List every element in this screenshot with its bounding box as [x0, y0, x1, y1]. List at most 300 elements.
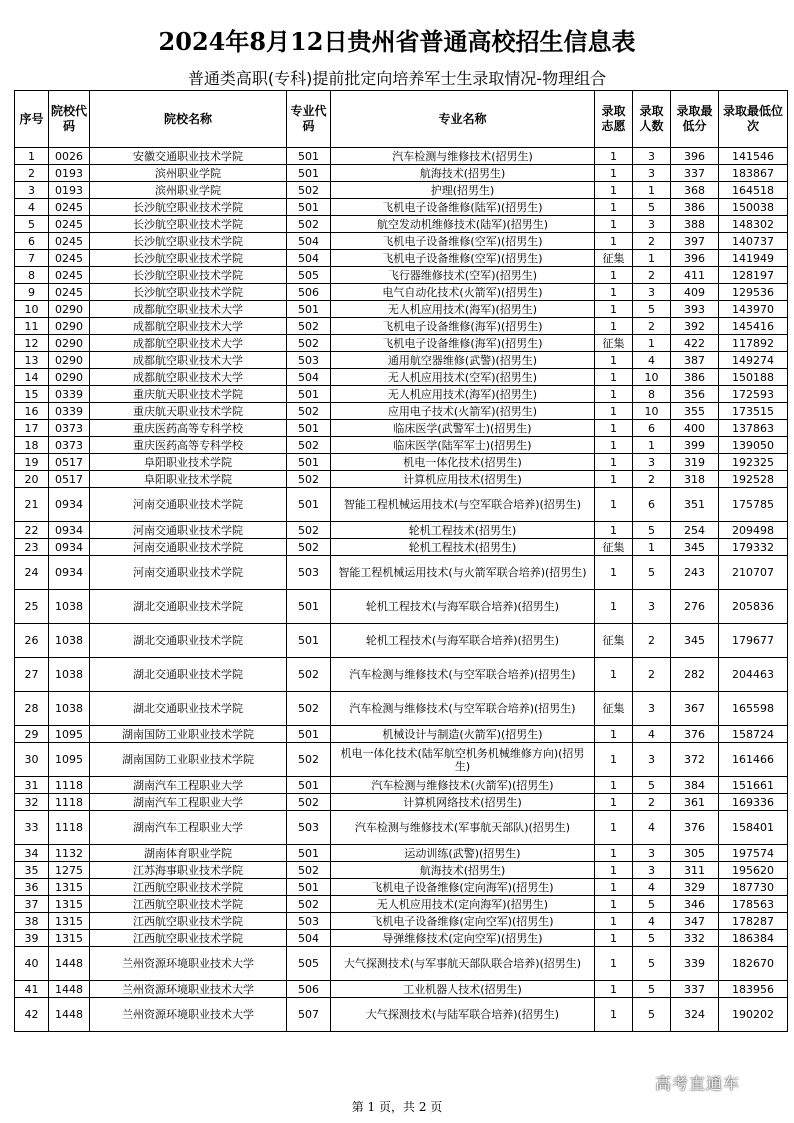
cell-major-code: 502	[287, 182, 331, 199]
cell-major-name: 护理(招男生)	[331, 182, 595, 199]
cell-count: 5	[633, 981, 671, 998]
cell-min-rank: 137863	[719, 420, 788, 437]
cell-count: 5	[633, 930, 671, 947]
cell-school-code: 1038	[49, 590, 90, 624]
table-row	[15, 539, 788, 556]
cell-school-name: 河南交通职业技术学院	[90, 539, 287, 556]
cell-min-score: 386	[671, 199, 719, 216]
table-row	[15, 369, 788, 386]
cell-min-rank: 186384	[719, 930, 788, 947]
cell-choice: 1	[595, 454, 633, 471]
cell-seq: 41	[15, 981, 49, 998]
cell-seq: 8	[15, 267, 49, 284]
cell-count: 4	[633, 352, 671, 369]
cell-min-rank: 182670	[719, 947, 788, 981]
cell-school-name: 江苏海事职业技术学院	[90, 862, 287, 879]
cell-major-name: 航海技术(招男生)	[331, 862, 595, 879]
header-choice: 录取志愿	[595, 91, 633, 148]
cell-seq: 16	[15, 403, 49, 420]
cell-min-score: 411	[671, 267, 719, 284]
cell-seq: 35	[15, 862, 49, 879]
cell-major-code: 501	[287, 488, 331, 522]
cell-major-code: 501	[287, 199, 331, 216]
cell-school-name: 阜阳职业技术学院	[90, 471, 287, 488]
cell-min-rank: 183867	[719, 165, 788, 182]
cell-school-name: 湖南汽车工程职业大学	[90, 777, 287, 794]
cell-major-code: 501	[287, 148, 331, 165]
cell-choice: 1	[595, 794, 633, 811]
cell-major-code: 502	[287, 403, 331, 420]
cell-major-code: 501	[287, 624, 331, 658]
cell-school-name: 长沙航空职业技术学院	[90, 199, 287, 216]
cell-count: 3	[633, 590, 671, 624]
cell-school-code: 0026	[49, 148, 90, 165]
cell-school-code: 1118	[49, 777, 90, 794]
cell-major-code: 506	[287, 981, 331, 998]
cell-school-code: 0934	[49, 539, 90, 556]
cell-school-name: 阜阳职业技术学院	[90, 454, 287, 471]
watermark: 高考直通车	[655, 1074, 741, 1093]
header-seq: 序号	[15, 91, 49, 148]
cell-seq: 1	[15, 148, 49, 165]
cell-min-rank: 173515	[719, 403, 788, 420]
cell-seq: 21	[15, 488, 49, 522]
cell-min-score: 386	[671, 369, 719, 386]
cell-school-name: 重庆医药高等专科学校	[90, 420, 287, 437]
cell-count: 4	[633, 913, 671, 930]
cell-school-name: 长沙航空职业技术学院	[90, 250, 287, 267]
cell-choice: 1	[595, 862, 633, 879]
cell-min-score: 346	[671, 896, 719, 913]
table-row	[15, 947, 788, 981]
cell-seq: 13	[15, 352, 49, 369]
cell-count: 5	[633, 896, 671, 913]
cell-min-rank: 183956	[719, 981, 788, 998]
cell-major-code: 501	[287, 879, 331, 896]
cell-major-name: 航海技术(招男生)	[331, 165, 595, 182]
cell-choice: 1	[595, 726, 633, 743]
cell-min-score: 356	[671, 386, 719, 403]
cell-school-code: 0245	[49, 216, 90, 233]
table-row	[15, 692, 788, 726]
cell-major-name: 航空发动机维修技术(陆军)(招男生)	[331, 216, 595, 233]
cell-min-rank: 128197	[719, 267, 788, 284]
cell-school-code: 1448	[49, 947, 90, 981]
cell-min-score: 376	[671, 811, 719, 845]
header-school-name: 院校名称	[90, 91, 287, 148]
cell-choice: 1	[595, 947, 633, 981]
cell-seq: 2	[15, 165, 49, 182]
cell-major-name: 飞机电子设备维修(定向空军)(招男生)	[331, 913, 595, 930]
cell-major-name: 运动训练(武警)(招男生)	[331, 845, 595, 862]
cell-school-name: 成都航空职业技术大学	[90, 318, 287, 335]
cell-min-rank: 169336	[719, 794, 788, 811]
cell-school-code: 1095	[49, 743, 90, 777]
cell-choice: 1	[595, 182, 633, 199]
cell-school-name: 成都航空职业技术大学	[90, 335, 287, 352]
cell-major-code: 502	[287, 862, 331, 879]
cell-school-code: 0373	[49, 420, 90, 437]
cell-choice: 1	[595, 318, 633, 335]
cell-school-code: 0290	[49, 352, 90, 369]
cell-major-name: 轮机工程技术(与海军联合培养)(招男生)	[331, 590, 595, 624]
cell-major-name: 轮机工程技术(与海军联合培养)(招男生)	[331, 624, 595, 658]
cell-seq: 3	[15, 182, 49, 199]
cell-major-name: 大气探测技术(与军事航天部队联合培养)(招男生)	[331, 947, 595, 981]
table-row	[15, 624, 788, 658]
cell-major-code: 507	[287, 998, 331, 1032]
cell-school-name: 江西航空职业技术学院	[90, 896, 287, 913]
cell-major-name: 汽车检测与维修技术(与空军联合培养)(招男生)	[331, 658, 595, 692]
cell-choice: 1	[595, 981, 633, 998]
cell-choice: 征集	[595, 335, 633, 352]
cell-school-name: 成都航空职业技术大学	[90, 301, 287, 318]
cell-min-score: 399	[671, 437, 719, 454]
cell-school-name: 湖南汽车工程职业大学	[90, 811, 287, 845]
cell-count: 3	[633, 165, 671, 182]
cell-seq: 10	[15, 301, 49, 318]
cell-min-score: 329	[671, 879, 719, 896]
cell-major-code: 503	[287, 811, 331, 845]
cell-min-rank: 190202	[719, 998, 788, 1032]
table-header-row	[15, 91, 788, 148]
table-row	[15, 743, 788, 777]
cell-major-code: 504	[287, 930, 331, 947]
cell-choice: 1	[595, 233, 633, 250]
cell-choice: 1	[595, 998, 633, 1032]
cell-seq: 9	[15, 284, 49, 301]
cell-count: 4	[633, 811, 671, 845]
cell-choice: 1	[595, 386, 633, 403]
cell-seq: 22	[15, 522, 49, 539]
cell-seq: 27	[15, 658, 49, 692]
cell-major-code: 502	[287, 692, 331, 726]
cell-choice: 1	[595, 896, 633, 913]
cell-count: 3	[633, 692, 671, 726]
header-school-code: 院校代码	[49, 91, 90, 148]
cell-major-name: 机电一体化技术(陆军航空机务机械维修方向)(招男生)	[331, 743, 595, 777]
cell-min-rank: 145416	[719, 318, 788, 335]
cell-choice: 1	[595, 913, 633, 930]
cell-choice: 1	[595, 284, 633, 301]
table-row	[15, 284, 788, 301]
cell-school-code: 0934	[49, 488, 90, 522]
cell-major-name: 无人机应用技术(空军)(招男生)	[331, 369, 595, 386]
cell-school-name: 兰州资源环境职业技术大学	[90, 998, 287, 1032]
cell-choice: 1	[595, 199, 633, 216]
cell-school-name: 湖北交通职业技术学院	[90, 658, 287, 692]
cell-major-code: 502	[287, 658, 331, 692]
table-row	[15, 998, 788, 1032]
table-row	[15, 488, 788, 522]
cell-min-score: 388	[671, 216, 719, 233]
cell-count: 5	[633, 998, 671, 1032]
cell-school-code: 1448	[49, 998, 90, 1032]
table-row	[15, 658, 788, 692]
cell-count: 2	[633, 624, 671, 658]
cell-school-code: 0290	[49, 301, 90, 318]
cell-seq: 12	[15, 335, 49, 352]
cell-min-score: 337	[671, 165, 719, 182]
cell-school-code: 1275	[49, 862, 90, 879]
table-row	[15, 845, 788, 862]
cell-major-name: 计算机应用技术(招男生)	[331, 471, 595, 488]
cell-school-code: 0290	[49, 318, 90, 335]
cell-count: 5	[633, 199, 671, 216]
cell-min-rank: 141949	[719, 250, 788, 267]
cell-min-score: 409	[671, 284, 719, 301]
cell-min-rank: 178563	[719, 896, 788, 913]
cell-major-code: 502	[287, 318, 331, 335]
cell-seq: 15	[15, 386, 49, 403]
cell-count: 2	[633, 267, 671, 284]
cell-min-rank: 141546	[719, 148, 788, 165]
table-row	[15, 794, 788, 811]
cell-seq: 6	[15, 233, 49, 250]
page-title: 2024年8月12日贵州省普通高校招生信息表	[158, 27, 636, 56]
cell-choice: 1	[595, 658, 633, 692]
cell-count: 2	[633, 318, 671, 335]
cell-seq: 32	[15, 794, 49, 811]
cell-min-rank: 172593	[719, 386, 788, 403]
cell-school-name: 江西航空职业技术学院	[90, 879, 287, 896]
cell-choice: 1	[595, 165, 633, 182]
cell-school-name: 湖南国防工业职业技术学院	[90, 726, 287, 743]
cell-major-code: 501	[287, 454, 331, 471]
cell-count: 5	[633, 947, 671, 981]
table-row	[15, 182, 788, 199]
page-subtitle: 普通类高职(专科)提前批定向培养军士生录取情况-物理组合	[187, 69, 607, 88]
table-row	[15, 250, 788, 267]
cell-count: 10	[633, 369, 671, 386]
cell-min-rank: 148302	[719, 216, 788, 233]
cell-min-score: 347	[671, 913, 719, 930]
table-row	[15, 454, 788, 471]
table-row	[15, 522, 788, 539]
cell-school-code: 1118	[49, 811, 90, 845]
cell-school-code: 0290	[49, 335, 90, 352]
header-major-code: 专业代码	[287, 91, 331, 148]
cell-count: 3	[633, 284, 671, 301]
cell-school-name: 江西航空职业技术学院	[90, 930, 287, 947]
table-row	[15, 148, 788, 165]
cell-min-rank: 195620	[719, 862, 788, 879]
cell-major-code: 502	[287, 522, 331, 539]
cell-major-code: 506	[287, 284, 331, 301]
cell-min-score: 372	[671, 743, 719, 777]
cell-major-name: 工业机器人技术(招男生)	[331, 981, 595, 998]
header-min-score: 录取最低分	[671, 91, 719, 148]
cell-school-name: 湖北交通职业技术学院	[90, 590, 287, 624]
cell-count: 1	[633, 335, 671, 352]
cell-major-code: 502	[287, 437, 331, 454]
cell-school-name: 滨州职业学院	[90, 182, 287, 199]
cell-seq: 18	[15, 437, 49, 454]
table-row	[15, 420, 788, 437]
cell-min-rank: 158724	[719, 726, 788, 743]
cell-seq: 31	[15, 777, 49, 794]
cell-min-rank: 197574	[719, 845, 788, 862]
cell-school-code: 1038	[49, 624, 90, 658]
cell-major-code: 501	[287, 845, 331, 862]
cell-major-name: 飞行器维修技术(空军)(招男生)	[331, 267, 595, 284]
cell-school-name: 兰州资源环境职业技术大学	[90, 981, 287, 998]
cell-min-rank: 164518	[719, 182, 788, 199]
cell-count: 2	[633, 794, 671, 811]
cell-major-code: 504	[287, 369, 331, 386]
table-row	[15, 165, 788, 182]
cell-min-rank: 204463	[719, 658, 788, 692]
cell-major-code: 502	[287, 896, 331, 913]
cell-school-name: 河南交通职业技术学院	[90, 556, 287, 590]
table-row	[15, 199, 788, 216]
cell-min-rank: 158401	[719, 811, 788, 845]
cell-min-rank: 187730	[719, 879, 788, 896]
cell-major-name: 导弹维修技术(定向空军)(招男生)	[331, 930, 595, 947]
cell-choice: 征集	[595, 250, 633, 267]
cell-seq: 36	[15, 879, 49, 896]
cell-choice: 1	[595, 488, 633, 522]
table-row	[15, 556, 788, 590]
cell-major-code: 503	[287, 352, 331, 369]
cell-choice: 1	[595, 879, 633, 896]
cell-count: 2	[633, 471, 671, 488]
cell-major-code: 503	[287, 556, 331, 590]
cell-major-name: 无人机应用技术(海军)(招男生)	[331, 386, 595, 403]
cell-major-name: 电气自动化技术(火箭军)(招男生)	[331, 284, 595, 301]
cell-school-code: 1132	[49, 845, 90, 862]
cell-choice: 1	[595, 148, 633, 165]
cell-school-name: 湖南体育职业学院	[90, 845, 287, 862]
cell-major-code: 501	[287, 420, 331, 437]
cell-major-name: 轮机工程技术(招男生)	[331, 522, 595, 539]
cell-major-code: 501	[287, 386, 331, 403]
cell-school-name: 兰州资源环境职业技术大学	[90, 947, 287, 981]
cell-choice: 1	[595, 845, 633, 862]
cell-major-code: 505	[287, 267, 331, 284]
cell-major-name: 飞机电子设备维修(空军)(招男生)	[331, 233, 595, 250]
cell-major-code: 502	[287, 335, 331, 352]
cell-major-name: 临床医学(武警军士)(招男生)	[331, 420, 595, 437]
cell-min-score: 368	[671, 182, 719, 199]
cell-min-score: 393	[671, 301, 719, 318]
cell-count: 6	[633, 488, 671, 522]
cell-major-name: 轮机工程技术(招男生)	[331, 539, 595, 556]
cell-count: 5	[633, 556, 671, 590]
cell-major-name: 应用电子技术(火箭军)(招男生)	[331, 403, 595, 420]
cell-school-name: 江西航空职业技术学院	[90, 913, 287, 930]
cell-major-name: 飞机电子设备维修(海军)(招男生)	[331, 335, 595, 352]
cell-major-name: 机械设计与制造(火箭军)(招男生)	[331, 726, 595, 743]
cell-school-code: 0517	[49, 454, 90, 471]
cell-seq: 30	[15, 743, 49, 777]
cell-count: 3	[633, 743, 671, 777]
cell-min-rank: 178287	[719, 913, 788, 930]
cell-major-code: 504	[287, 250, 331, 267]
cell-count: 5	[633, 301, 671, 318]
cell-major-code: 502	[287, 471, 331, 488]
cell-major-name: 大气探测技术(与陆军联合培养)(招男生)	[331, 998, 595, 1032]
header-min-rank: 录取最低位次	[719, 91, 788, 148]
cell-school-code: 1038	[49, 658, 90, 692]
cell-count: 4	[633, 726, 671, 743]
cell-school-code: 0193	[49, 182, 90, 199]
cell-choice: 征集	[595, 692, 633, 726]
cell-school-name: 湖北交通职业技术学院	[90, 624, 287, 658]
cell-school-name: 长沙航空职业技术学院	[90, 267, 287, 284]
cell-choice: 征集	[595, 539, 633, 556]
table-row	[15, 981, 788, 998]
cell-min-score: 396	[671, 250, 719, 267]
cell-choice: 1	[595, 301, 633, 318]
cell-seq: 37	[15, 896, 49, 913]
cell-school-name: 湖南国防工业职业技术学院	[90, 743, 287, 777]
cell-choice: 1	[595, 522, 633, 539]
cell-seq: 38	[15, 913, 49, 930]
cell-count: 2	[633, 233, 671, 250]
cell-school-code: 1315	[49, 913, 90, 930]
cell-choice: 1	[595, 811, 633, 845]
table-row	[15, 301, 788, 318]
table-row	[15, 913, 788, 930]
cell-seq: 33	[15, 811, 49, 845]
cell-school-name: 长沙航空职业技术学院	[90, 216, 287, 233]
cell-school-code: 1315	[49, 930, 90, 947]
cell-min-score: 324	[671, 998, 719, 1032]
cell-min-score: 345	[671, 539, 719, 556]
cell-count: 2	[633, 658, 671, 692]
table-row	[15, 896, 788, 913]
cell-major-name: 飞机电子设备维修(定向海军)(招男生)	[331, 879, 595, 896]
table-row	[15, 811, 788, 845]
cell-min-score: 318	[671, 471, 719, 488]
cell-school-name: 长沙航空职业技术学院	[90, 233, 287, 250]
cell-min-score: 319	[671, 454, 719, 471]
cell-major-code: 501	[287, 726, 331, 743]
cell-min-score: 282	[671, 658, 719, 692]
cell-min-score: 339	[671, 947, 719, 981]
cell-major-name: 无人机应用技术(定向海军)(招男生)	[331, 896, 595, 913]
cell-min-rank: 161466	[719, 743, 788, 777]
cell-choice: 1	[595, 420, 633, 437]
cell-count: 6	[633, 420, 671, 437]
cell-school-code: 0934	[49, 522, 90, 539]
cell-major-name: 汽车检测与维修技术(与空军联合培养)(招男生)	[331, 692, 595, 726]
cell-min-score: 337	[671, 981, 719, 998]
cell-school-name: 重庆航天职业技术学院	[90, 386, 287, 403]
cell-min-rank: 179677	[719, 624, 788, 658]
cell-seq: 34	[15, 845, 49, 862]
cell-min-score: 361	[671, 794, 719, 811]
table-row	[15, 386, 788, 403]
table-row	[15, 777, 788, 794]
cell-min-rank: 192325	[719, 454, 788, 471]
cell-school-name: 湖北交通职业技术学院	[90, 692, 287, 726]
cell-min-rank: 139050	[719, 437, 788, 454]
cell-choice: 1	[595, 352, 633, 369]
cell-seq: 7	[15, 250, 49, 267]
cell-school-code: 1448	[49, 981, 90, 998]
cell-school-name: 重庆医药高等专科学校	[90, 437, 287, 454]
cell-min-rank: 209498	[719, 522, 788, 539]
cell-choice: 1	[595, 777, 633, 794]
cell-major-code: 501	[287, 590, 331, 624]
cell-school-name: 湖南汽车工程职业大学	[90, 794, 287, 811]
cell-choice: 1	[595, 930, 633, 947]
cell-min-score: 332	[671, 930, 719, 947]
table-row	[15, 403, 788, 420]
cell-major-code: 501	[287, 777, 331, 794]
